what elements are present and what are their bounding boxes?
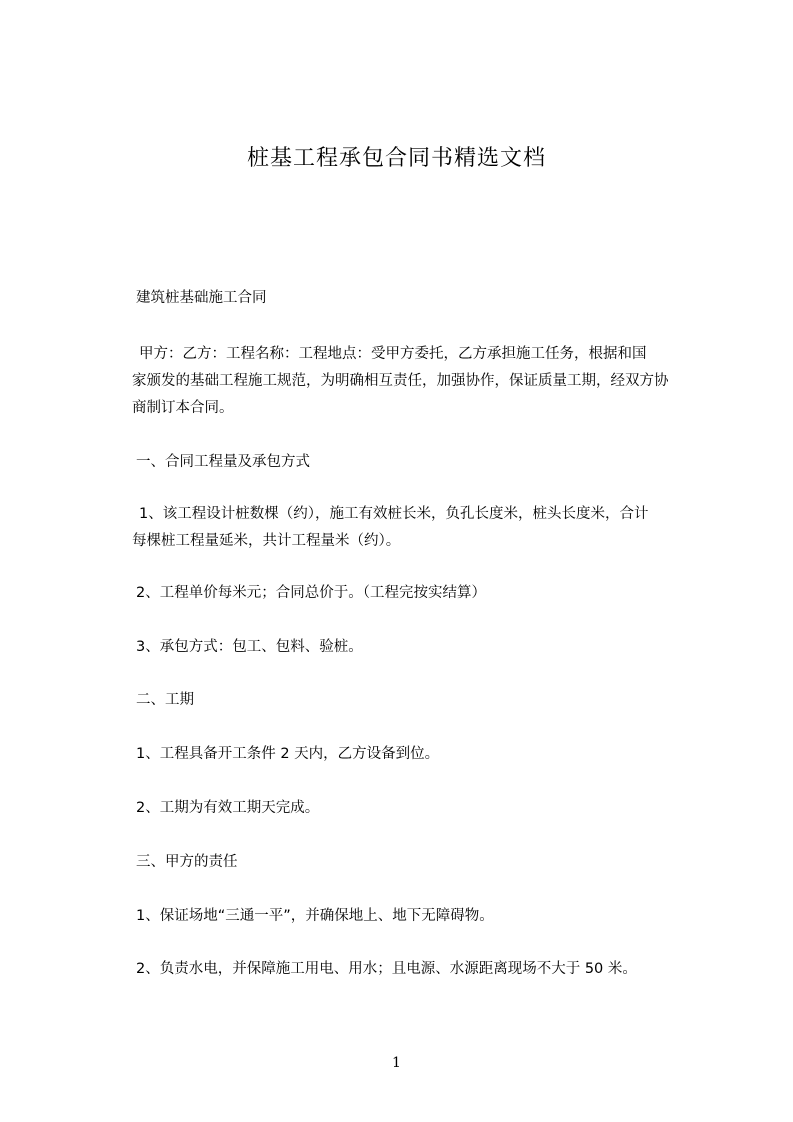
section3-item-1: 1、保证场地“三通一平”，并确保地上、地下无障碍物。 [136, 908, 494, 924]
intro-line-1: 甲方：乙方：工程名称：工程地点：受甲方委托，乙方承担施工任务，根据和国 [139, 346, 647, 362]
page-number: 1 [392, 1055, 401, 1071]
section-heading-3: 三、甲方的责任 [136, 854, 238, 870]
intro-paragraph [132, 341, 669, 422]
section2-item-1: 1、工程具备开工条件 2 天内，乙方设备到位。 [136, 746, 440, 762]
section1-item-1-line-1: 1、该工程设计桩数棵（约），施工有效桩长米，负孔长度米，桩头长度米，合计 [139, 506, 649, 522]
section1-item-3: 3、承包方式：包工、包料、验桩。 [136, 639, 363, 655]
section-heading-2: 二、工期 [136, 692, 194, 708]
section3-item-2: 2、负责水电，并保障施工用电、用水；且电源、水源距离现场不大于 50 米。 [136, 961, 637, 977]
section-heading-1: 一、合同工程量及承包方式 [136, 454, 310, 470]
contract-subtitle: 建筑桩基础施工合同 [136, 290, 267, 306]
section2-item-2: 2、工期为有效工期天完成。 [136, 800, 320, 816]
intro-line-3: 商制订本合同。 [132, 400, 234, 416]
section1-item-1-line-2: 每棵桩工程量延米，共计工程量米（约）。 [132, 533, 401, 549]
section1-item-2: 2、工程单价每米元；合同总价于。（工程完按实结算） [136, 585, 486, 601]
document-title: 桩基工程承包合同书精选文档 [246, 146, 546, 171]
intro-line-2: 家颁发的基础工程施工规范，为明确相互责任，加强协作，保证质量工期，经双方协 [132, 373, 669, 389]
section1-item-1 [132, 501, 648, 555]
